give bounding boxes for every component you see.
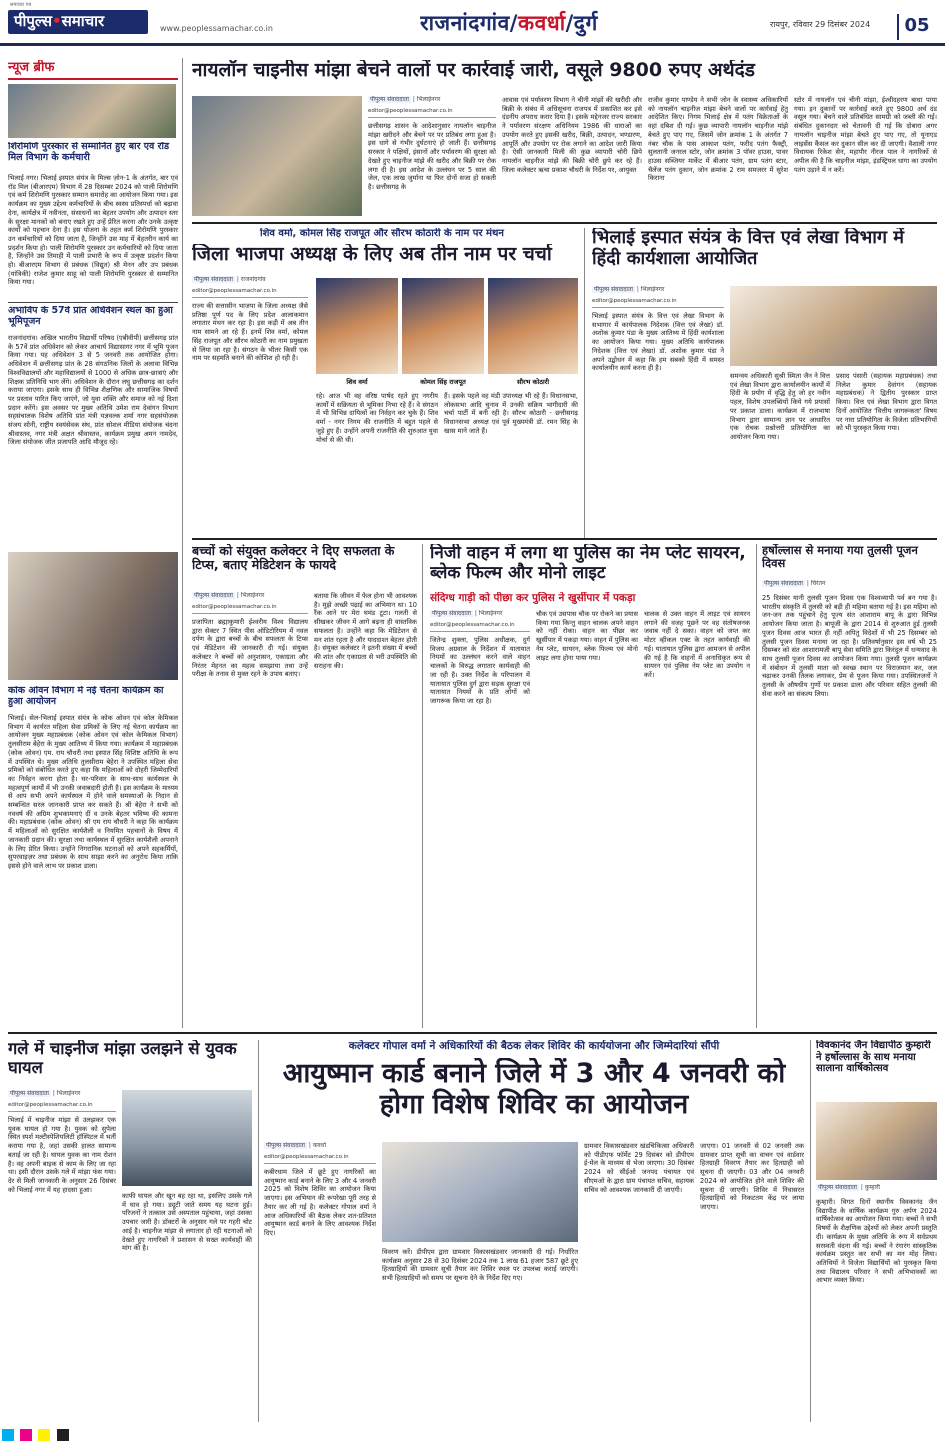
manjha-byline-place: भिलाईनगर: [56, 1090, 81, 1097]
manjha-col1: भिलाई में चाइनीज मांझा से उलझकर एक युवक घायल हो गया है। युवक को सुपेला स्थित स्पर्श मल्टीस्पेशियलिटी हॉस्पिटल में भर्ती कराया गया है, जहां उसकी हालत सामान्य बताई जा रही है। घायल युवक का नाम रोशन है। वह अपनी बाइक से काम के लिए जा रहा था। इसी दौरान उसके गले में मांझा फंस गया। देर से मिली जानकारी के अनुसार 26 दिसंबर को भिलाई नगर में यह हादसा हुआ।: [8, 1116, 116, 1194]
manjha-byline-name: पीपुल्स संवाददाता: [10, 1090, 49, 1097]
bsp-email[interactable]: editor@peoplessamachar.co.in: [592, 298, 724, 308]
police-kicker: संदिग्ध गाड़ी को पीछा कर पुलिस ने खुर्सीपार में पकड़ा: [430, 592, 636, 604]
brief-photo: [8, 84, 176, 138]
registration-swatch-magenta: [20, 1429, 32, 1441]
bjp-photo-2: [402, 278, 484, 374]
brief2-title[interactable]: अभाविप के 57वें प्रांत अधिवेशन स्थल का हुआ भूमिपूजन: [8, 306, 173, 327]
kids-col2: बताया कि जीवन में फेल होना भी आवश्यक है। मुझे अच्छी पढ़ाई का अभिमान था। 10 रैंक आने पर मेरा घमंड टूटा। गलती से सीखकर जीवन में आगे बढ़ना ही वास्तविक सफलता है। उन्होंने कहा कि मेडिटेशन से मन शांत रहता है और याददाश्त बेहतर होती है। संयुक्त कलेक्टर ने इतनी संख्या में बच्चों की शांत और एकाग्रता से भरी उपस्थिति की सराहना की।: [314, 592, 417, 670]
news-brief-label: न्यूज ब्रीफ: [8, 60, 178, 80]
bsp-photo: [730, 286, 937, 366]
police-byline: पीपुल्स संवाददाता | भिलाईनगर: [432, 610, 503, 617]
bsp-col2: समन्वय अधिकारी सुश्री स्मिता जैन ने वित्त एवं लेखा विभाग द्वारा कार्यालयीन कार्यों में हिंदी के प्रयोग में वृद्धि हेतु जो हर नवीन पहल, विशेष उपलब्धियों किये गये प्रयासों पर प्रकाश डाला। कार्यक्रम में राजभाषा विभाग द्वारा सामान्य ज्ञान पर आधारित एक रोचक प्रश्नोत्तरी प्रतियोगिता का आयोजन किया गया।: [730, 372, 830, 441]
ayushman-email[interactable]: editor@peoplessamachar.co.in: [264, 1154, 376, 1164]
tulsi-byline: पीपुल्स संवाददाता | चिरंतन: [764, 580, 826, 587]
region-a: राजनांदगांव/: [420, 11, 518, 35]
registration-swatch-black: [57, 1429, 69, 1441]
divider: [192, 222, 937, 224]
bsp-byline-name: पीपुल्स संवाददाता: [594, 286, 633, 293]
divider: [192, 538, 937, 540]
bjp-caption-3: सौरभ कोठारी: [516, 378, 550, 386]
lead-col4: स्टोर में नायलॉन एवं चीनी मांझा, ईश्वीदहरण बाधा पाया गया। इन दुकानों पर कार्रवाई करते हुए 9800 अर्थ दंड वसूल गया। बेचने वाले प्रतिबंधित सामग्री को जब्ती की गई। संबंधित दुकानदार को चेतावनी दी गई कि दोबारा अगर नायलॉन चाइनीज मांझा बेचते हुए पाए गए, तो यूनाएड लाइसेंस कैंसल कर दुकान सील कर दी जाएगी। वैशाली नगर विधायक रिकेश सेन, महापौर नीरज पाल ने नागरिकों से अपील की है कि चाइनीज मांझा, इंडस्ट्रियल धागा का उपयोग पतंग उड़ाने में न करें।: [794, 96, 937, 174]
ayushman-kicker: कलेक्टर गोपाल वर्मा ने अधिकारियों की बैठक लेकर शिविर की कार्ययोजना और जिम्मेदारियां सौंपी: [348, 1040, 720, 1052]
ayushman-byline-name: पीपुल्स संवाददाता: [266, 1142, 305, 1149]
column-rule: [258, 1040, 259, 1422]
police-col1: जितेन्द्र शुक्ला, पुलिस अधीक्षक, दुर्ग विजय अग्रवाल के निर्देशन में यातायात नियमों का उल्लंघन करने वाले वाहन चालकों के विरुद्ध लगातार कार्यवाही की जा रही है। उक्त निर्देश के परिपालन में यातायात पुलिस दुर्ग द्वारा सड़क सुरक्षा एवं यातायात नियमों के प्रति लोगों को जागरूक किया जा रहा है।: [430, 636, 530, 705]
bjp-byline-name: पीपुल्स संवाददाता: [194, 276, 233, 283]
manjha-photo: [122, 1090, 252, 1186]
manjha-byline: पीपुल्स संवाददाता | भिलाईनगर: [10, 1090, 81, 1097]
bjp-photo-3: [488, 278, 578, 374]
kids-email[interactable]: editor@peoplessamachar.co.in: [192, 604, 308, 614]
manjha-col2: काफी घायल और खून बह रहा था, इसलिए उसके गले में घाव हो गया। ड्यूटी जाते समय यह घटना हुई। परिजनों ने तत्काल उसे अस्पताल पहुंचाया, जहां उसका उपचार जारी है। डॉक्टरों के अनुसार गले पर गहरी चोट आई है। चाइनीज मांझा से लगातार हो रही घटनाओं को देखते हुए नागरिकों ने प्रशासन से सख्त कार्यवाही की मांग की है।: [122, 1192, 252, 1253]
bsp-col1: भिलाई इस्पात संयंत्र के वित्त एवं लेखा विभाग के सभागार में कार्यपालक निदेशक (वित्त एवं लेखा) डॉ. अशोक कुमार पंडा के मुख्य आतिथ्य में हिंदी कार्यशाला का आयोजन किया गया। मुख्य अतिथि कार्यपालक निदेशक (वित्त एवं लेखा) डॉ. अशोक कुमार पंडा ने अपने उद्बोधन में कहा कि हम सबको हिंदी में समस्त कार्यालयीन कार्य करना ही है।: [592, 312, 724, 373]
ayushman-col2: विवरण करें। डीपीएम द्वारा ग्रामवार विकासखंडवार जानकारी दी गई। निर्धारित कार्यक्रम अनुसार 28 से 30 दिसंबर 2024 तक 1 लाख 61 हजार 587 छूटे हुए हितग्राहियों की ग्रामवार सूची तैयार कर शिविर स्थल पर उपलब्ध कराई जाएगी। सभी हितग्राहियों को समय पर सूचना देने के निर्देश दिए गए।: [382, 1248, 578, 1283]
kids-byline-name: पीपुल्स संवाददाता: [194, 592, 233, 599]
manjha-email[interactable]: editor@peoplessamachar.co.in: [8, 1102, 116, 1112]
lead-byline-place: भिलाईनगर: [416, 96, 441, 103]
ayushman-photo: [382, 1142, 578, 1242]
registration-swatch-cyan: [2, 1429, 14, 1441]
vivekanand-byline-name: पीपुल्स संवाददाता: [818, 1184, 857, 1191]
bjp-col1: राज्य की सत्तासीन भाजपा के जिला अध्यक्ष जैसे प्रतिष्ठा पूर्ण पद के लिए प्रदेश आलाकमान लगातार मंथन कर रहा है। इस कड़ी में अब तीन नाम सामने आ रहे हैं। इनमें शिव वर्मा, कोमल सिंह राजपूत और सौरभ कोठारी का नाम प्रमुखता से लिया जा रहा है। संगठन के भीतर किसी एक नाम पर सहमति बनाने की कोशिश हो रही है।: [192, 302, 308, 363]
page-number: 05: [897, 14, 935, 40]
print-registration-marks: [0, 1425, 945, 1445]
column-rule: [584, 228, 585, 538]
issue-date: रायपुर, रविवार 29 दिसंबर 2024: [770, 20, 871, 29]
police-col3: चालक से उक्त वाहन में लाइट एवं सायरन लगाने की वजह पूछने पर वह संतोषजनक जवाब नहीं दे सका। वाहन को जप्त कर मोटर व्हीकल एक्ट के तहत कार्यवाही की गई। यातायात पुलिस द्वारा आमजन से अपील की गई है कि वाहनों में अनाधिकृत रूप से सायरन एवं पुलिस नेम प्लेट का उपयोग न करें।: [644, 610, 750, 679]
bjp-email[interactable]: editor@peoplessamachar.co.in: [192, 288, 308, 298]
lead-col2: आवास एवं पर्यावरण विभाग ने चीनी मांझों की खरीदी और बिक्री के संबंध में अधिसूचना राजपत्र में प्रकाशित कर इसे दंडनीय अपराध करार दिया है। इसके मद्देनजर राज्य सरकार ने पर्यावरण संरक्षण अधिनियम 1986 की धाराओं का उपयोग करते हुए इसकी खरीद, बिक्री, उत्पादन, भण्डारण, आपूर्ति और उपयोग पर रोक लगाने का आदेश जारी किया है। ऐसी जानकारी मिली की कुछ व्यापारी चोरी छिपे नायलॉन चाइनीज मांझे की बिक्री चोरी छुपे कर रहे हैं। जिला कलेक्टर ऋचा प्रकाश चौधरी के निर्देश पर, आयुक्त: [502, 96, 642, 174]
brief1-title[interactable]: शिरोमणि पुरस्कार से सम्मानित हुए बार एवं रॉड मिल विभाग के कर्मचारी: [8, 142, 170, 163]
page-header: [0, 0, 945, 46]
police-byline-place: भिलाईनगर: [478, 610, 503, 617]
bjp-col2: रहे। आज भी वह वरिष्ठ पार्षद रहते हुए नगरीय कार्यों में सक्रियता से भूमिका निभा रहे हैं। वे संगठन में भी विभिन्न दायित्वों का निर्वहन कर चुके हैं। शिव वर्मा - नगर निगम की राजनीति में बहुत पहले से जुड़े हुए हैं। उन्होंने अपनी राजनीति की शुरुआत युवा मोर्चा से की थी।: [316, 392, 438, 444]
kids-col1: प्रजापिता ब्रह्माकुमारी ईश्वरीय विश्व विद्यालय द्वारा सेक्टर 7 स्थित पीस ऑडिटोरियम में नवल दर्पण के द्वारा बच्चों के बीच सफलता के टिप्स एवं मेडिटेशन की जानकारी दी गई। संयुक्त कलेक्टर ने बच्चों को अनुशासन, एकाग्रता और निरंतर मेहनत का महत्व समझाया तथा उन्हें परीक्षा के तनाव से मुक्त रहने के उपाय बताए।: [192, 618, 308, 679]
police-col2: चौक एवं उसपास चौक पर रोकने का प्रयास किया गया किन्तु वाहन चालक अपने वाहन को नहीं रोका। वाहन का पीछा कर खुर्सीपार में पकड़ा गया। वाहन में पुलिस का नेम प्लेट, सायरन, ब्लेक फिल्म एवं मोनो लाइट लगा होना पाया गया।: [536, 610, 638, 662]
vivekanand-byline: पीपुल्स संवाददाता | कुम्हारी: [818, 1184, 880, 1191]
bsp-col3: प्रसाद पंसारी (सहायक महाप्रबंधक) तथा निलेश कुमार देवांगन (सहायक महाप्रबंधक) ने द्वितीय पुरस्कार प्राप्त किया। वित्त एवं लेखा विभाग द्वारा विगत दिनों आयोजित 'वित्तीय जागरूकता' विषय पर नारा प्रतियोगिता के विजेता प्रतिभागियों को भी पुरस्कृत किया गया।: [836, 372, 937, 433]
vivekanand-body: कुम्हारी। विगत दिनों स्थानीय विवकानंद जैन विद्यापीठ के वार्षिक कार्यक्रम गुरु अर्पण 2024 वार्षिकोत्सव का आयोजन किया गया। बच्चों ने सभी विषयों के शैक्षणिक उद्देश्यों को लेकर अपनी प्रस्तुति दी। कार्यक्रम के मुख्य अतिथि के रूप में सर्वप्रथम सरस्वती वंदना की गई। बच्चों ने रंगारंग सांस्कृतिक कार्यक्रम प्रस्तुत कर सभी का मन मोह लिया। अतिथियों ने विजेता विद्यार्थियों को पुरस्कृत किया तथा विद्यालय परिवार ने सभी अभिभावकों का आभार व्यक्त किया।: [816, 1198, 937, 1285]
bsp-byline-place: भिलाईनगर: [640, 286, 665, 293]
brief3-photo: [8, 552, 178, 680]
kids-byline: पीपुल्स संवाददाता | भिलाईनगर: [194, 592, 265, 599]
bjp-kicker: शिव वर्मा, कोमल सिंह राजपूत और सौरभ कोठारी के नाम पर मंथन: [260, 228, 504, 239]
tulsi-byline-name: पीपुल्स संवाददाता: [764, 580, 803, 587]
lead-photo: [192, 96, 362, 216]
lead-byline: पीपुल्स संवाददाता | भिलाईनगर: [370, 96, 441, 103]
tulsi-headline[interactable]: हर्षोल्लास से मनाया गया तुलसी पूजन दिवस: [762, 544, 918, 571]
bjp-byline-place: राजनांदगांव: [240, 276, 266, 283]
bjp-caption-1: शिव वर्मा: [346, 378, 368, 386]
column-rule: [422, 544, 423, 1028]
ayushman-byline-place: कवर्धा: [312, 1142, 327, 1149]
ayushman-col3: ग्रामवार विकासखंडवार खंडचिकित्सा अधिकारी को पीडीएफ फॉर्मेट 29 दिसंबर को डीपीएम ई-मेल के माध्यम से भेजा जाएगा। 30 दिसंबर 2024 को सीईओ जनपद पंचायत एवं सीएमओ के द्वारा ग्राम पंचायत सचिव, सहायक सचिव को आवश्यक जानकारी दी जाएगी।: [584, 1142, 694, 1194]
column-rule: [182, 58, 183, 1028]
police-headline[interactable]: निजी वाहन में लगा था पुलिस का नेम प्लेट सायरन, ब्लेक फिल्म और मोनो लाइट: [430, 544, 746, 583]
ayushman-headline[interactable]: आयुष्मान कार्ड बनाने जिले में 3 और 4 जनवरी को होगा विशेष शिविर का आयोजन: [282, 1058, 786, 1121]
bjp-col3: हैं। इसके पहले वह मंडी उपाध्यक्ष भी रहे हैं। विधानसभा, लोकसभा आदि चुनाव में उनकी सक्रिय भागीदारी की चर्चा पार्टी में बनी रही है। सौरभ कोठारी - छत्तीसगढ़ विधानसभा अध्यक्ष एवं पूर्व मुख्यमंत्री डॉ. रमन सिंह के खास माने जाते हैं।: [444, 392, 578, 435]
tulsi-body: 25 दिसंबर यानी तुलसी पूजन दिवस एक विश्वव्यापी पर्व बन गया है। भारतीय संस्कृति में तुलसी को बड़ी ही महिमा बताया गई है। इस महिमा को जन-जन तक पहुंचाने हेतु पूज्य संत आशाराम बापू के द्वारा विभिन्न आयोजन किया जाता है। बापूजी के द्वारा 2014 से शुरुआत हुई तुलसी पूजन दिवस आज भारत ही नहीं अपितु विदेशों में भी 25 दिसम्बर को तुलसी पूजन दिवस मनाया जा रहा है। प्रतिवर्षानुसार इस वर्ष भी 25 दिसम्बर को संत आशारामजी बापू सेवा समिति द्वारा किरंदुल में धन्यवाद के साथ तुलसी पूजन दिवस का आयोजन किया गया। तुलसी पूजन कार्यक्रम में संबोधन में तुलसी माता को स्वच्छ स्थान पर विराजमान कर, जल चढ़ाकर उनकी तिलक लगाकर, प्रेम से पूजन किया गया। उपस्थितजनों ने तुलसी के औषधीय गुणों पर प्रकाश डाला और परिवार सहित तुलसी की सेवा करने का संकल्प लिया।: [762, 594, 937, 698]
column-rule: [756, 544, 757, 1028]
brief3-title[interactable]: कोक ओवन विभाग में नई चेतना कार्यक्रम का हुआ आयोजन: [8, 686, 164, 707]
region-c: /दुर्ग: [565, 11, 598, 35]
column-rule: [810, 1040, 811, 1422]
lead-col3: राजीव कुमार पाण्डेय ने सभी जोन के स्वास्थ्य अधिकारियों को नायलॉन चाइनीज मांझा बेचने वालों पर कार्रवाई हेतु आदेशित किए। निगम भिलाई क्षेत्र में पतंग विक्रेताओं के वहां दबिश दी गई। कुछ व्यापारी नायलॉन चाइनीज मांझे बेचते हुए पाए गए, जिसमें जोन क्रमांक 1 के अंतर्गत 7 नंबर चौक के पास आकाश पतंग, फरीद पतंग फैक्ट्री, सुलतानी जनरल स्टोर, जोन क्रमांक 3 पॉवर हाउस, पावर हाउस सब्जियर मार्केट में बीआर पतंग, ग्राम पतंग स्टार, चैलेंज पतंग दुकान, जोन क्रमांक 2 राम समजरर में सुरेश किराना: [648, 96, 788, 183]
section-title: [420, 10, 598, 37]
registration-swatch-yellow: [38, 1429, 50, 1441]
divider: [8, 1032, 937, 1034]
divider: [8, 302, 178, 303]
ayushman-col1: कबीरधाम जिले में छूटे हुए नागरिकों का आयुष्मान कार्ड बनाने के लिए 3 और 4 जनवरी 2025 को विशेष शिविर का आयोजन किया जाएगा। इस अभियान की रूपरेखा पूरी तरह से तैयार कर ली गई है। कलेक्टर गोपाल वर्मा ने आज अधिकारियों की बैठक लेकर शत-प्रतिशत आयुष्मान कार्ड बनाने के लिए आवश्यक निर्देश दिए।: [264, 1168, 376, 1237]
vivekanand-headline[interactable]: विवकानंद जैन विद्यापीठ कुम्हारी ने हर्षोल्लास के साथ मनाया सालाना वार्षिकोत्सव: [816, 1040, 931, 1074]
logo-text: पीपुल्स: [14, 12, 53, 30]
brief1-body: भिलाई नगर। भिलाई इस्पात संयंत्र के मिल्स ज़ोन-1 के अंतर्गत, बार एवं रॉड मिल (बीआरएम) विभाग में 28 दिसम्बर 2024 को पाली शिरोमणि एवं कर्म शिरोमणि पुरस्कार सम्मान समारोह का आयोजन किया गया। इस कार्यक्रम का मुख्य उद्देश्य कर्मचारियों के बीच स्वस्थ प्रतिस्पर्धा को बढ़ावा देना, कार्यक्षेत्र में नवीनता, संसाधनों का बेहतर उपयोग और उत्पादन स्तर के सुरक्षा मानकों को बनाए रखते हुए उन्हें प्रेरित करना और उनके उत्कृष्ट कार्यों को पहचान देना है। इस योजना के तहत कर्म शिरोमणि पुरस्कार उन कर्मचारियों को दिया जाता है, जिन्होंने उस माह में बेहतरीन कार्य का प्रदर्शन किया हो। पाली शिरोमणि पुरस्कार उन कर्मचारियों को दिया जाता है, जिन्होंने उस तिमाही में पाली प्रभारी के रूप में उत्कृष्ट प्रदर्शन किया हो। बीआरएम विभाग से प्रबंधक (विद्युत) श्री मेनन और उप प्रबंधक (यांत्रिकी) राजेश कुमार साहू को पाली शिरोमणि पुरस्कार से सम्मानित किया गया।: [8, 174, 178, 287]
bsp-headline[interactable]: भिलाई इस्पात संयंत्र के वित्त एवं लेखा विभाग में हिंदी कार्यशाला आयोजित: [592, 228, 905, 269]
bsp-byline: पीपुल्स संवाददाता | भिलाईनगर: [594, 286, 665, 293]
manjha-headline[interactable]: गले में चाइनीज मांझा उलझने से युवक घायल: [8, 1040, 237, 1077]
brief3-body: भिलाई। सेल-भिलाई इस्पात संयंत्र के कोक ओवन एवं कोल केमिकल विभाग में कार्यरत महिला सेवा प्रमिकों के लिए नई चेतना कार्यक्रम का आयोजन मुख्य महाप्रबंधक (कोक ओवन एवं कोल केमिकल विभाग) तुलसीराम बेहेरा के मुख्य आतिथ्य में किया गया। कार्यक्रम में महाप्रबंधक (कोक ओवन) एम. राय चौधरी तथा इस्पात सिंह विशिष्ट अतिथि के रूप में उपस्थित थे। मुख्य अतिथि तुलसीराम बेहेरा ने उपस्थित महिला सेवा प्रमिकों को संबोधित करते हुए कहा कि महिलाओं को दोहरी जिम्मेदारियों का निर्वहन करना होता है। घर-परिवार के साथ-साथ कार्यस्थल के महत्वपूर्ण कार्यों में भी उनकी जवाबदारी होती है। इस कार्यक्रम के माध्यम से आप सभी अपने कार्यस्थल में होने वाले समस्याओं के निदान से सम्बन्धित सरल जानकारी प्राप्त कर सकते हैं। श्री बेहेरा ने सभी को नववर्ष की अग्रिम शुभकामनाएं दीं व उनके बेहतर भविष्य की कामना की। महाप्रबंधक (कोक ओवन) श्री एम राय चौधरी ने कहा कि कार्यक्रम में महिलाओं को सुरक्षित कार्यशैली व नियमित पहचानों के विषय में जानकारी प्रदान की। सुरक्षा तथा कार्यस्थल में सुरक्षित कार्यशैली अपनाने के लिए प्रेरित किया। उन्होंने निगरानिक घटनाओं को अपने सहकर्मियों, सुपरवाइज़र तथा प्रबंधक के साथ साझा करने का अनुरोध किया ताकि इससे होने वाले लाभ पर प्रकाश डाला।: [8, 714, 178, 870]
logo-tagline: समाचार पत्र: [10, 2, 32, 8]
bjp-caption-2: कोमल सिंह राजपूत: [420, 378, 466, 386]
ayushman-byline: पीपुल्स संवाददाता | कवर्धा: [266, 1142, 327, 1149]
website-link[interactable]: www.peoplessamachar.co.in: [160, 24, 273, 33]
logo-accent: समाचार: [61, 12, 105, 30]
kids-byline-place: भिलाईनगर: [240, 592, 265, 599]
brief2-body: राजनांदगांव। अखिल भारतीय विद्यार्थी परिषद (एबीवीपी) छत्तीसगढ़ प्रांत के 57वें प्रांत अधिवेशन को लेकर आचार्य विद्यासागर नगर में भूमि पूजन किया गया। यह अधिवेशन 3 से 5 जनवरी तक आयोजित होगा। अधिवेशन में छत्तीसगढ़ प्रांत के 28 संगठनिक जिलों के अलावा विभिन्न विश्वविद्यालयों और महाविद्यालयों से 1000 से अधिक छात्र-छात्राएं और शिक्षक प्रतिनिधि भाग लेंगे। अधिवेशन के दौरान लघु छत्तीसगढ़ का दर्शन कराया जाएगा। इसके साथ ही विभिन्न शैक्षणिक और सामाजिक विषयों पर प्रस्ताव पारित किए जाएंगे, जो युवा शक्ति और समाज को नई दिशा प्रदान करेंगे। इस अवसर पर मुख्य अतिथि उमेश राम देवांगन विभाग सहसंचालक विशेष अतिथि प्रांत मंत्री यज्ञवल्क शर्मा नगर सहसंयोजक संजय सोनी, राष्ट्रीय स्वयंसेवक संघ, प्रांत सोशल मीडिया संयोजक चंदना श्रीवास्तव, नगर मंत्री अक्षत श्रीवास्तव, कार्यक्रम प्रमुख अमन नामदेव, जिला संयोजक जीत प्रजापति आदि मौजूद रहे।: [8, 334, 178, 447]
newspaper-logo[interactable]: पीपुल्स•समाचार: [8, 10, 148, 34]
lead-email[interactable]: editor@peoplessamachar.co.in: [368, 108, 496, 118]
police-email[interactable]: editor@peoplessamachar.co.in: [430, 622, 530, 632]
tulsi-byline-place: चिरंतन: [810, 580, 826, 587]
region-b: कवर्धा: [517, 11, 566, 35]
police-byline-name: पीपुल्स संवाददाता: [432, 610, 471, 617]
vivekanand-photo: [816, 1102, 937, 1180]
vivekanand-byline-place: कुम्हारी: [864, 1184, 880, 1191]
lead-headline[interactable]: नायलॉन चाइनीस मांझा बेचने वालों पर कार्रवाई जारी, वसूले 9800 रुपए अर्थदंड: [192, 60, 755, 81]
bjp-photo-1: [316, 278, 398, 374]
bjp-byline: पीपुल्स संवाददाता | राजनांदगांव: [194, 276, 266, 283]
kids-headline[interactable]: बच्चों को संयुक्त कलेक्टर ने दिए सफलता के टिप्स, बताए मेडिटेशन के फायदे: [192, 544, 395, 573]
lead-byline-name: पीपुल्स संवाददाता: [370, 96, 409, 103]
lead-col1: छत्तीसगढ़ शासन के आदेशानुसार नायलॉन चाइनीज मांझा खरीदने और बेचने पर पर प्रतिबंध लगा हुआ है। इस धागे से गंभीर दुर्घटनाएं हो जाती हैं। छत्तीसगढ़ सरकार ने पक्षियों, इंसानों और पर्यावरण की सुरक्षा को देखते हुए चाइनीज मांझे की खरीद और बिक्री पर रोक लगा दी है। इस आदेश के उल्लंघन पर 5 साल की जेल, एक लाख जुर्माना या फिर दोनों सजा हो सकती है। छत्तीसगढ़ के: [368, 122, 496, 191]
bjp-headline[interactable]: जिला भाजपा अध्यक्ष के लिए अब तीन नाम पर चर्चा: [192, 244, 552, 265]
ayushman-col4: जाएगा। 01 जनवरी से 02 जनवरी तक ग्रामवार प्राप्त सूची का वाचन एवं वार्डवार हितग्राही विवरण तैयार कर हितग्राही को सूचना दी जाएगी। 03 और 04 जनवरी 2024 को आयोजित होने वाले शिविर की सूचना दी जाएगी। शिविर में निवासरत हितग्राहियों को निकटतम केंद्र पर लाया जाएगा।: [700, 1142, 804, 1211]
